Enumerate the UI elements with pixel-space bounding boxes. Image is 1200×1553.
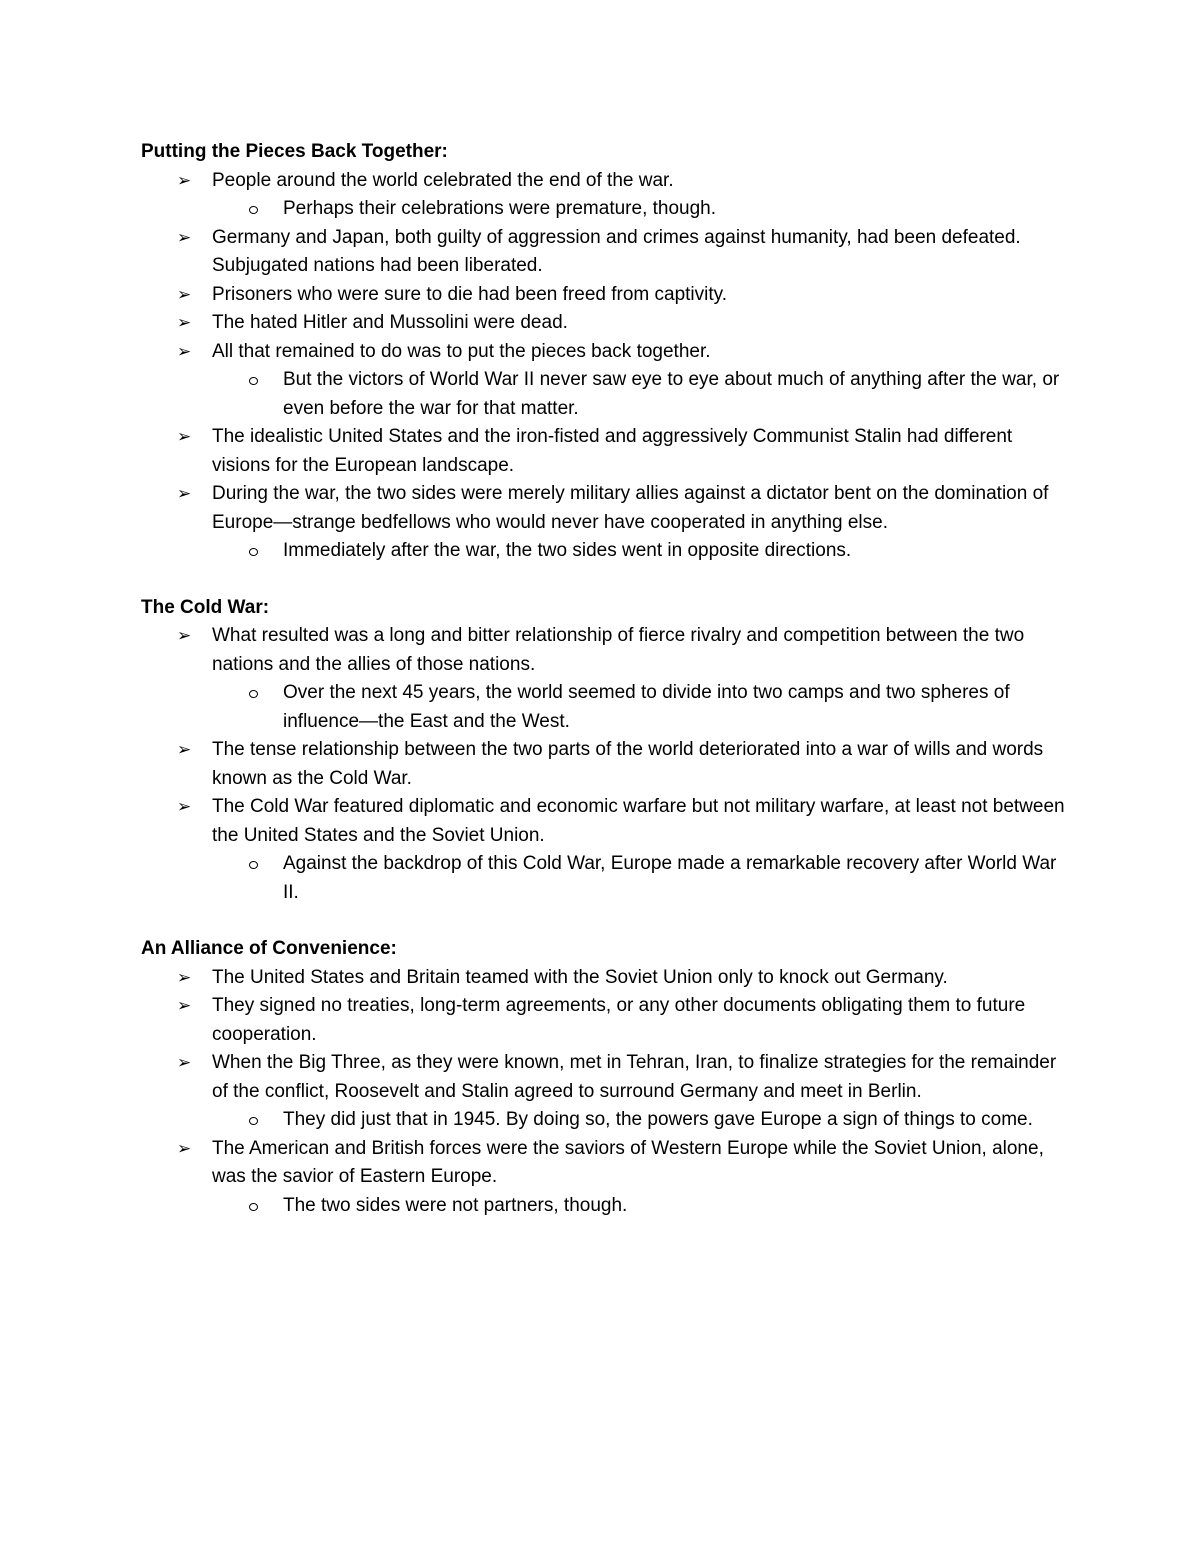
arrow-bullet-icon: ➢ [177,740,192,759]
list-item [141,964,1071,993]
circle-bullet-icon [249,537,258,566]
list-item [141,423,1071,480]
arrow-bullet-icon: ➢ [177,284,192,304]
section-heading: An Alliance of Convenience: [141,938,397,959]
arrow-bullet-icon: ➢ [177,227,192,247]
list-item [141,1135,1071,1192]
arrow-bullet-icon: ➢ [177,797,192,816]
list-item-text: Against the backdrop of this Cold War, Europe made a remarkable recovery after World War II. [283,853,1057,903]
list-item [141,366,1071,423]
list-item [141,195,1071,224]
list-item [141,793,1071,850]
list-item [141,224,1071,281]
list-item-text: The tense relationship between the two parts of the world deteriorated into a war of wills and words known as the Cold War. [212,739,1044,789]
list-item [141,992,1071,1049]
list-item-text: Immediately after the war, the two sides went in opposite directions. [283,540,852,561]
list-item [141,679,1071,736]
list-item [141,1049,1071,1106]
list-item [141,281,1071,310]
list-item-text: All that remained to do was to put the pieces back together. [212,340,711,362]
arrow-bullet-icon: ➢ [177,484,192,503]
list-item [141,622,1071,679]
arrow-bullet-icon: ➢ [177,341,192,361]
list-item [141,1106,1071,1135]
list-item-text: Prisoners who were sure to die had been freed from captivity. [212,283,728,305]
circle-bullet-icon [249,1192,258,1221]
list-item-text: What resulted was a long and bitter relationship of fierce rivalry and competition between the two nations and the allies of those nations. [212,625,1025,675]
section-putting-pieces-back [141,138,1071,566]
arrow-bullet-icon: ➢ [177,313,192,332]
arrow-bullet-icon: ➢ [177,1053,192,1072]
list-item [141,1192,1071,1221]
arrow-bullet-icon: ➢ [177,1138,192,1158]
list-item-text: When the Big Three, as they were known, met in Tehran, Iran, to finalize strategies for the remainder of the conflict, Roosevelt and Stalin agreed to surround Germany and meet in Berlin. [212,1052,1057,1102]
list-item [141,537,1071,566]
list-item-text: But the victors of World War II never saw eye to eye about much of anything after the war, or even before the war for that matter. [283,369,1060,419]
list-item-text: The hated Hitler and Mussolini were dead. [212,312,568,333]
list-item-text: Germany and Japan, both guilty of aggression and crimes against humanity, had been defeated. Subjugated nations had been liberated. [212,226,1021,276]
list-item [141,850,1071,907]
list-item [141,338,1071,367]
section-heading: Putting the Pieces Back Together: [141,141,448,162]
section-heading: The Cold War: [141,596,270,618]
list-item-text: People around the world celebrated the end of the war. [212,169,674,191]
arrow-bullet-icon: ➢ [177,427,192,446]
list-item [141,309,1071,338]
arrow-bullet-icon: ➢ [177,170,192,190]
circle-bullet-icon [249,1106,258,1135]
list-item-text: The United States and Britain teamed with the Soviet Union only to knock out Germany. [212,966,948,988]
section-cold-war [141,594,1071,908]
arrow-bullet-icon: ➢ [177,967,192,987]
list-item [141,480,1071,537]
document-page [141,138,1071,1220]
list-item-text: During the war, the two sides were merely military allies against a dictator bent on the domination of Europe—strange bedfellows who would never have cooperated in anything else. [212,483,1049,533]
list-item-text: They signed no treaties, long-term agreements, or any other documents obligating them to future cooperation. [212,995,1026,1045]
list-item-text: The two sides were not partners, though. [283,1194,628,1216]
circle-bullet-icon [249,850,258,879]
section-alliance-of-convenience [141,935,1071,1220]
arrow-bullet-icon: ➢ [177,996,192,1015]
circle-bullet-icon [249,366,258,395]
list-item-text: They did just that in 1945. By doing so, the powers gave Europe a sign of things to come. [283,1109,1033,1130]
circle-bullet-icon [249,195,258,224]
arrow-bullet-icon: ➢ [177,626,192,645]
circle-bullet-icon [249,679,258,708]
list-item-text: Perhaps their celebrations were premature, though. [283,198,717,219]
list-item [141,167,1071,196]
list-item [141,736,1071,793]
list-item-text: The Cold War featured diplomatic and economic warfare but not military warfare, at least not between the United States and the Soviet Union. [212,796,1065,846]
list-item-text: Over the next 45 years, the world seemed to divide into two camps and two spheres of influence—the East and the West. [283,682,1010,732]
list-item-text: The idealistic United States and the iron-fisted and aggressively Communist Stalin had different visions for the European landscape. [212,426,1013,476]
list-item-text: The American and British forces were the saviors of Western Europe while the Soviet Union, alone, was the savior of Eastern Europe. [212,1137,1044,1187]
